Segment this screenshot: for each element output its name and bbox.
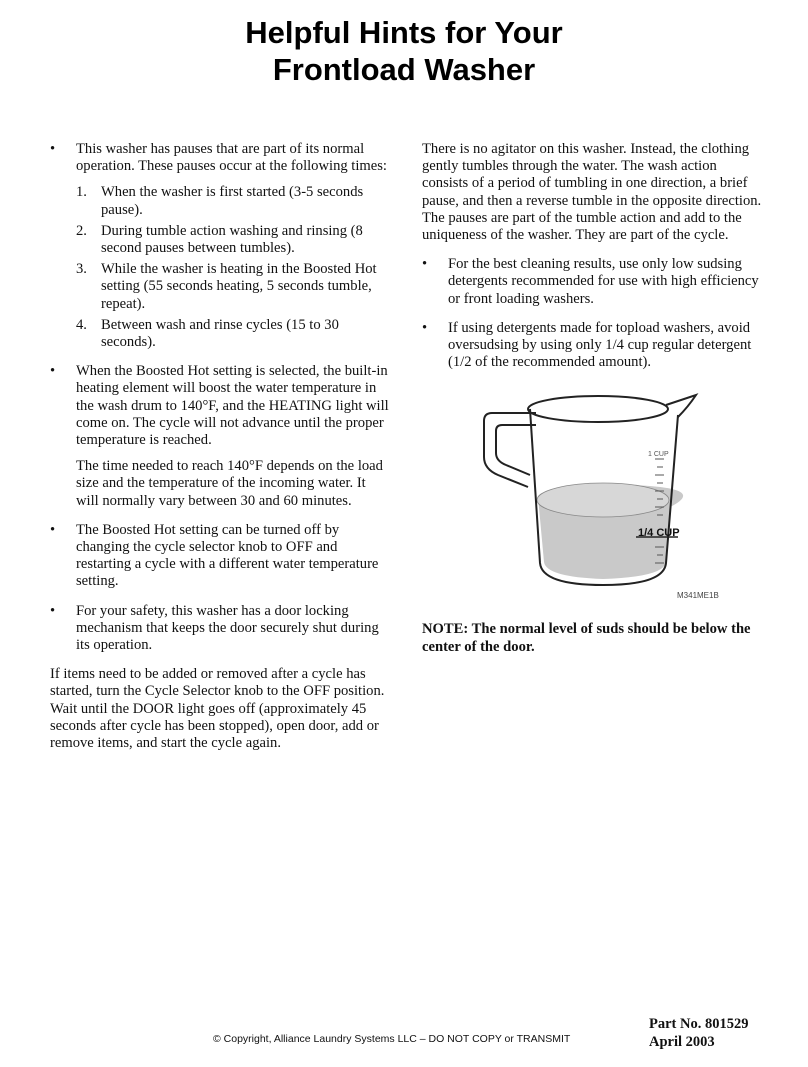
list-text: When the washer is first started (3-5 seconds pause). bbox=[101, 184, 364, 218]
measuring-cup-illustration bbox=[478, 387, 708, 607]
list-item bbox=[76, 223, 392, 257]
pause-list bbox=[76, 184, 392, 351]
list-item bbox=[76, 184, 392, 218]
detergent-text: For the best cleaning results, use only low sudsing detergents recommended for use with high efficiency or front loading washers. bbox=[448, 256, 759, 307]
list-text: While the washer is heating in the Boosted Hot setting (55 seconds heating, 5 seconds tumble, repeat). bbox=[101, 261, 377, 312]
publication-date: April 2003 bbox=[649, 1034, 715, 1050]
part-info bbox=[649, 1015, 748, 1051]
bullet-pauses-intro: This washer has pauses that are part of its normal operation. These pauses occur at the following times: bbox=[76, 141, 387, 175]
right-column bbox=[422, 141, 764, 668]
list-number: 1. bbox=[76, 184, 87, 201]
bullet-detergent bbox=[422, 256, 764, 308]
quarter-cup-label: 1/4 CUP bbox=[638, 527, 680, 540]
page-title bbox=[0, 14, 808, 88]
list-number: 4. bbox=[76, 316, 87, 333]
title-line-2: Frontload Washer bbox=[272, 52, 536, 87]
bullet-dot: • bbox=[422, 319, 428, 336]
bullet-boosted-hot-off bbox=[50, 522, 392, 591]
left-column bbox=[50, 141, 392, 764]
bullet-dot: • bbox=[50, 141, 56, 157]
measuring-cup-figure bbox=[478, 387, 719, 607]
bullet-topload-detergent bbox=[422, 320, 764, 372]
door-lock-text: For your safety, this washer has a door locking mechanism that keeps the door securely shut during its operation. bbox=[76, 602, 379, 654]
list-text: During tumble action washing and rinsing (8 second pauses between tumbles). bbox=[101, 222, 363, 257]
bullet-dot: • bbox=[422, 256, 428, 273]
one-cup-label: 1 CUP bbox=[648, 451, 669, 459]
bullet-dot: • bbox=[50, 602, 56, 619]
list-text: Between wash and rinse cycles (15 to 30 seconds). bbox=[101, 316, 339, 351]
boosted-hot-paragraph-2: The time needed to reach 140°F depends on the load size and the temperature of the incoming water. It will normally vary between 30 and 60 minutes. bbox=[76, 458, 383, 509]
list-item bbox=[76, 317, 392, 351]
copyright-notice: © Copyright, Alliance Laundry Systems LLC – DO NOT COPY or TRANSMIT bbox=[213, 1033, 571, 1045]
title-line-1: Helpful Hints for Your bbox=[245, 15, 563, 50]
list-number: 2. bbox=[76, 222, 87, 239]
bullet-dot: • bbox=[50, 363, 56, 380]
list-item bbox=[76, 261, 392, 313]
boosted-hot-off-text: The Boosted Hot setting can be turned off by changing the cycle selector knob to OFF and restarting a cycle with a different water temperature setting. bbox=[76, 521, 379, 590]
suds-note: NOTE: The normal level of suds should be below the center of the door. bbox=[422, 621, 751, 655]
add-remove-items-paragraph: If items need to be added or removed after a cycle has started, turn the Cycle Selector knob to the OFF position. Wait until the DOOR light goes off (approximately 45 seconds after cycle has been stopped), open door, add or remove items, and start the cycle again. bbox=[50, 666, 385, 752]
boosted-hot-paragraph-1: When the Boosted Hot setting is selected, the built-in heating element will boost the water temperature in the wash drum to 140°F, and the HEATING light will come on. The cycle will not advance until the proper temperature is reached. bbox=[76, 363, 389, 449]
topload-detergent-text: If using detergents made for topload washers, avoid oversudsing by using only 1/4 cup regular detergent (1/2 of the recommended amount). bbox=[448, 319, 752, 371]
bullet-boosted-hot bbox=[50, 363, 392, 510]
list-number: 3. bbox=[76, 261, 87, 278]
part-number: Part No. 801529 bbox=[649, 1016, 749, 1032]
bullet-door-lock bbox=[50, 603, 392, 655]
bullet-dot: • bbox=[50, 521, 56, 538]
bullet-pauses bbox=[50, 141, 392, 351]
tumble-action-paragraph: There is no agitator on this washer. Instead, the clothing gently tumbles through the water. The wash action consists of a period of tumbling in one direction, a brief pause, and then a reverse tumble in the opposite direction. The pauses are part of the tumble action and add to the uniqueness of the washer. They are part of the cycle. bbox=[422, 141, 762, 244]
figure-code: M341ME1B bbox=[677, 591, 719, 601]
